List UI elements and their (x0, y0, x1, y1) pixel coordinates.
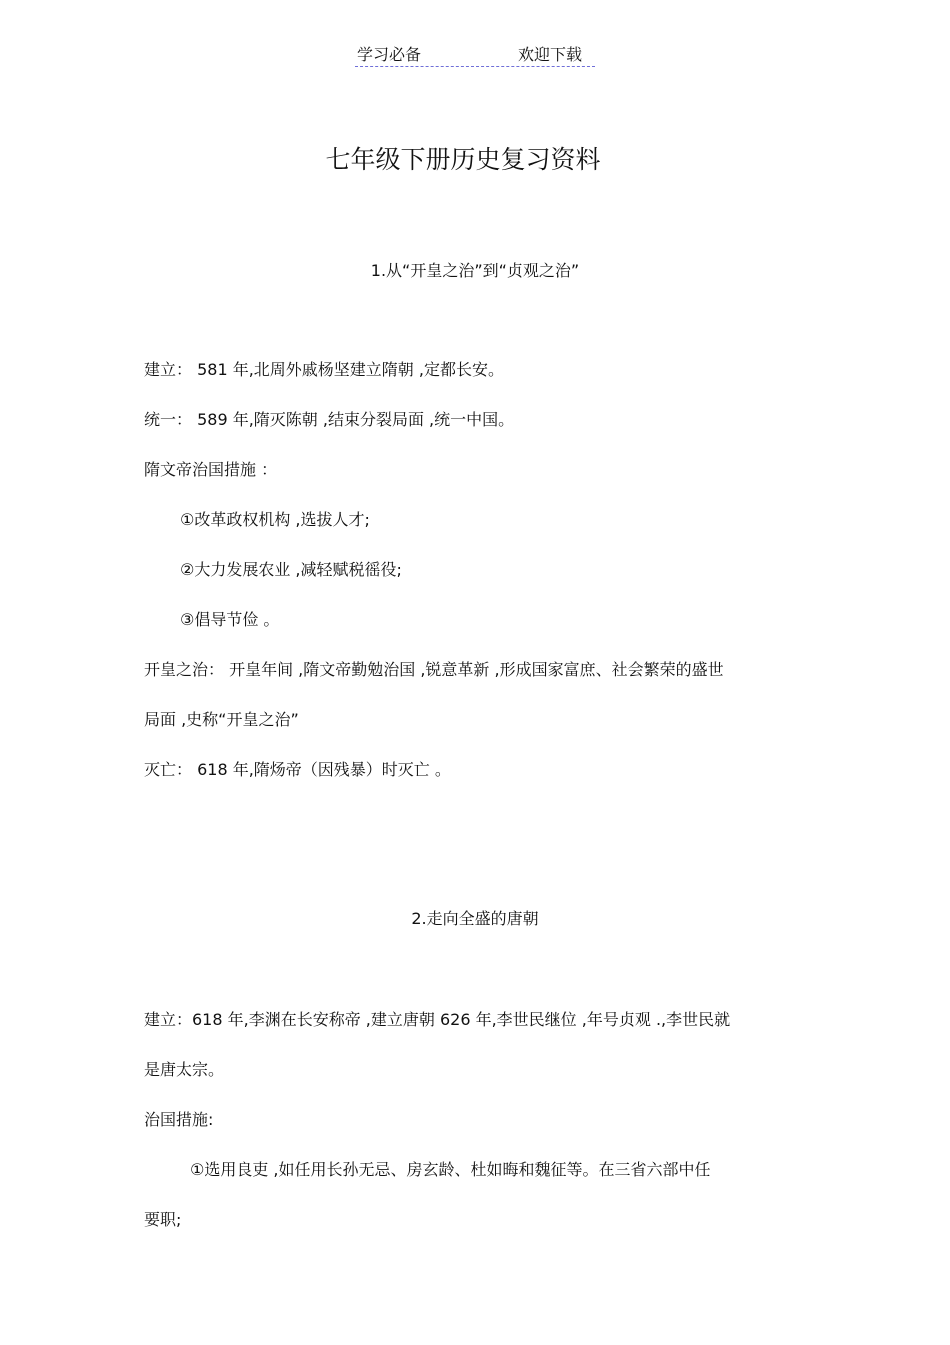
header-left-text: 学习必备 (357, 45, 422, 64)
section-2-line-3: 治国措施: (144, 1110, 214, 1129)
section-1-heading: 1.从“开皇之治”到“贞观之治” (370, 261, 580, 280)
section-2-line-5: 要职; (144, 1210, 182, 1229)
section-2-heading: 2.走向全盛的唐朝 (411, 909, 539, 928)
document-title: 七年级下册历史复习资料 (325, 145, 601, 174)
section-1-line-4: ①改革政权机构 ,选拔人才; (180, 510, 370, 529)
section-2-line-1: 建立：618 年,李渊在长安称帝 ,建立唐朝 626 年,李世民继位 ,年号贞观 .,李世民就 (144, 1010, 731, 1029)
header-right-text: 欢迎下载 (518, 45, 583, 64)
section-1-line-3: 隋文帝治国措施 ： (144, 460, 278, 479)
section-2-line-4: ①选用良吏 ,如任用长孙无忌、房玄龄、杜如晦和魏征等。在三省六部中任 (190, 1160, 711, 1179)
section-1-line-2: 统一： 589 年,隋灭陈朝 ,结束分裂局面 ,统一中国。 (144, 410, 515, 429)
section-1-line-7: 开皇之治： 开皇年间 ,隋文帝勤勉治国 ,锐意革新 ,形成国家富庶、社会繁荣的盛世 (144, 660, 724, 679)
section-1-line-6: ③倡导节俭 。 (180, 610, 280, 629)
section-1-line-1: 建立： 581 年,北周外戚杨坚建立隋朝 ,定都长安。 (144, 360, 504, 379)
page-header (355, 40, 595, 67)
section-2-line-2: 是唐太宗。 (144, 1060, 225, 1079)
section-1-line-8: 局面 ,史称“开皇之治” (144, 710, 299, 729)
section-1-line-5: ②大力发展农业 ,减轻赋税徭役; (180, 560, 402, 579)
section-1-line-9: 灭亡： 618 年,隋炀帝（因残暴）时灭亡 。 (144, 760, 451, 779)
